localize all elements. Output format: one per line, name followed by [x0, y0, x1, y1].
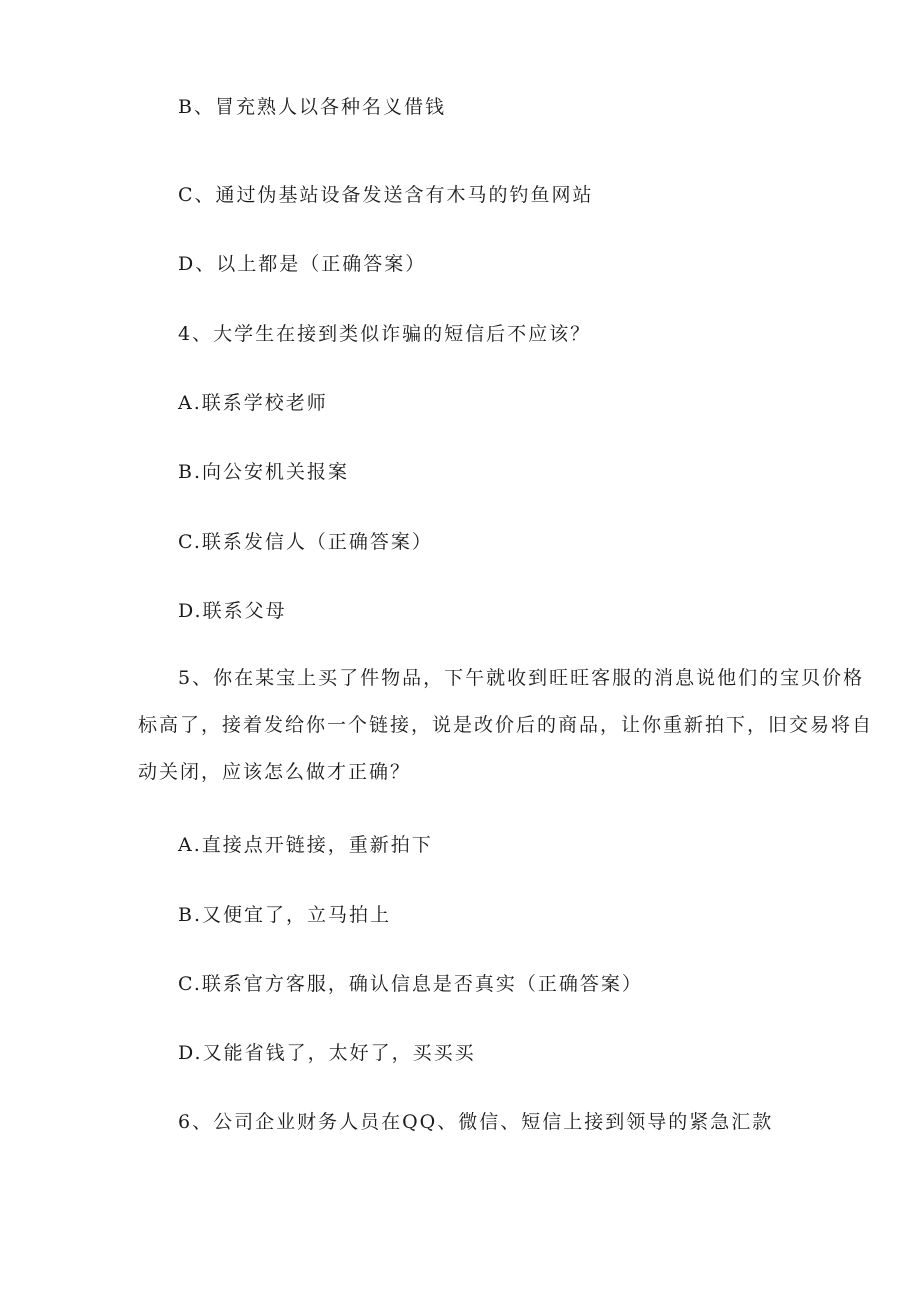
- q5-question: [138, 666, 874, 784]
- q3-option-c: C、通过伪基站设备发送含有木马的钓鱼网站: [178, 184, 594, 206]
- q5-option-c: C.联系官方客服，确认信息是否真实（正确答案）: [178, 973, 643, 995]
- q4-option-a: A.联系学校老师: [178, 392, 328, 414]
- q3-option-d: D、以上都是（正确答案）: [178, 253, 427, 275]
- q5-question-line-2: 标高了，接着发给你一个链接，说是改价后的商品，让你重新拍下，旧交易将自: [138, 714, 874, 736]
- q4-option-b: B.向公安机关报案: [178, 461, 350, 483]
- q4-option-c: C.联系发信人（正确答案）: [178, 531, 433, 553]
- q3-option-b: B、冒充熟人以各种名义借钱: [178, 96, 446, 118]
- q5-option-a: A.直接点开链接，重新拍下: [178, 834, 433, 856]
- q6-question: 6、公司企业财务人员在QQ、微信、短信上接到领导的紧急汇款: [178, 1111, 774, 1133]
- q5-question-line-3: 动关闭，应该怎么做才正确？: [138, 761, 412, 783]
- q5-option-d: D.又能省钱了，太好了，买买买: [178, 1042, 476, 1064]
- q4-option-d: D.联系父母: [178, 600, 287, 622]
- q4-question: 4、大学生在接到类似诈骗的短信后不应该？: [178, 323, 592, 345]
- q5-option-b: B.又便宜了，立马拍上: [178, 904, 392, 926]
- q5-question-line-1: 5、你在某宝上买了件物品，下午就收到旺旺客服的消息说他们的宝贝价格: [178, 667, 865, 689]
